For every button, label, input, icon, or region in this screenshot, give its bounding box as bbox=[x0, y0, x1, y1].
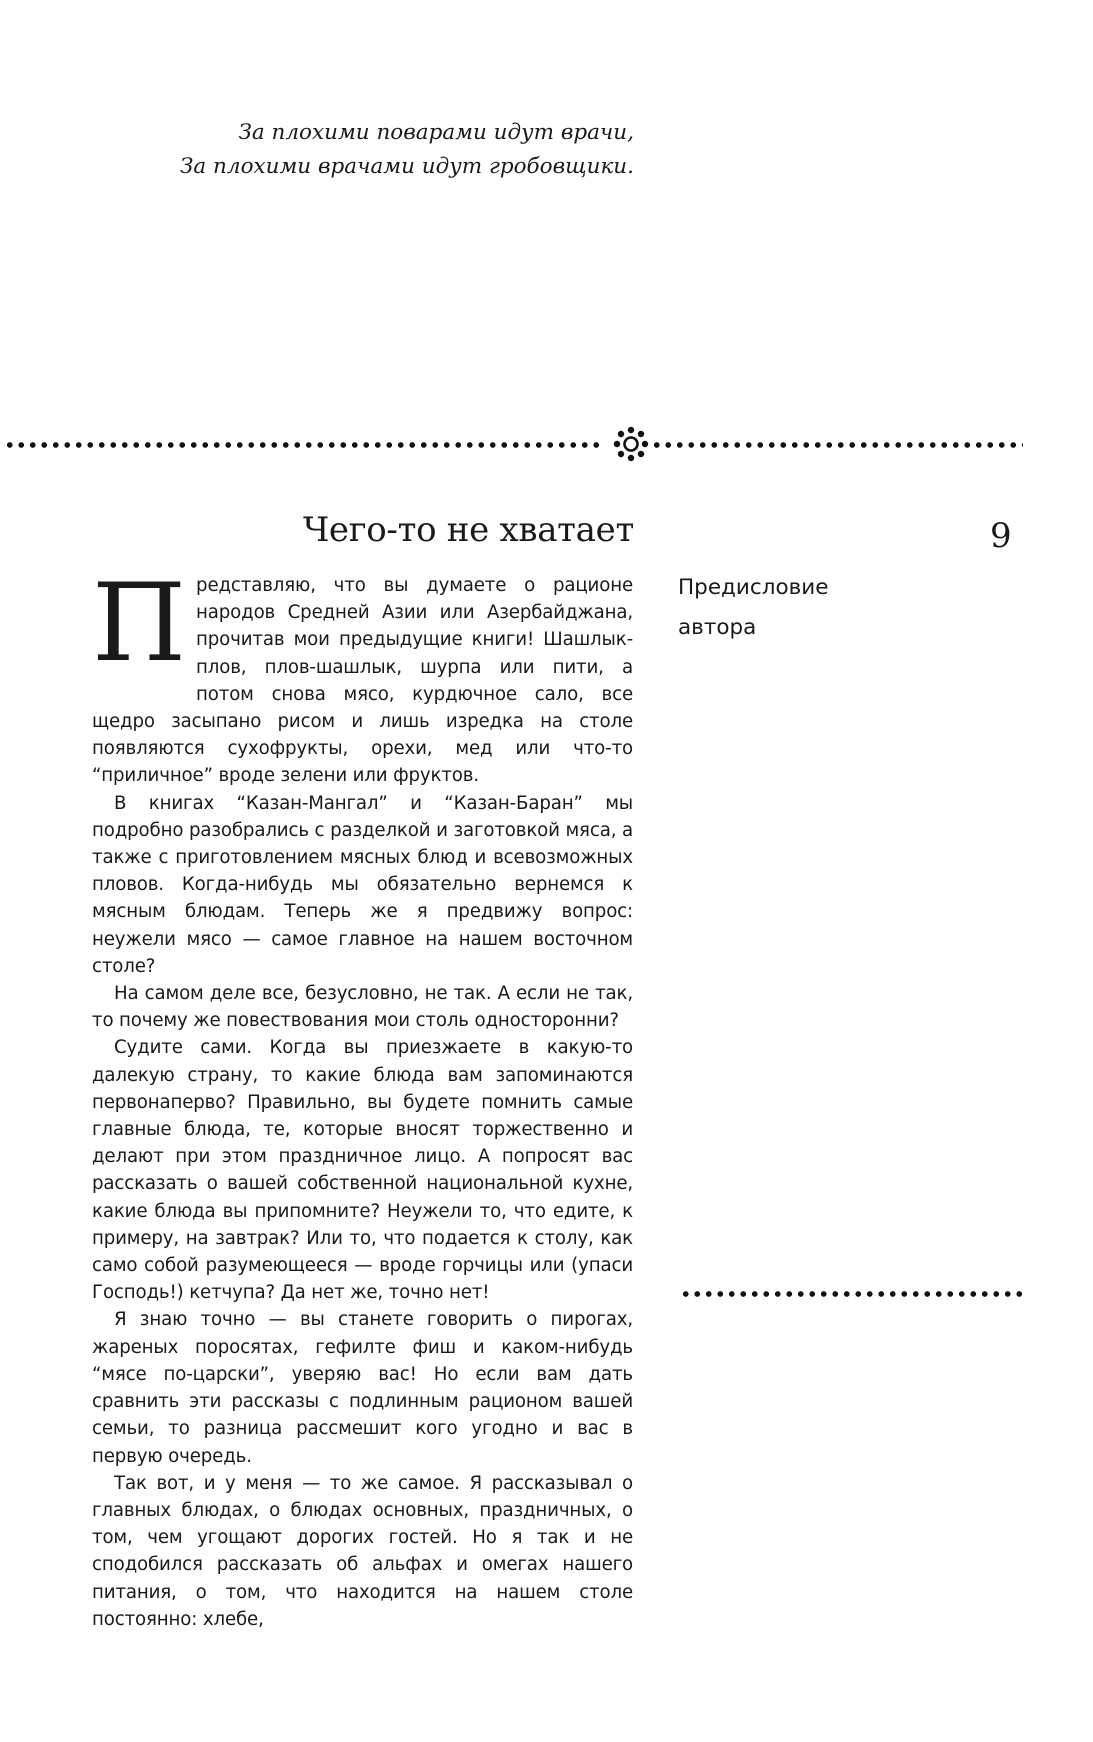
section-label-line-2: автора bbox=[678, 615, 757, 640]
epigraph-line-1: За плохими поварами идут врачи, bbox=[238, 120, 634, 145]
section-label bbox=[678, 568, 928, 648]
paragraph-1 bbox=[92, 561, 633, 790]
section-label-line-1: Предисловие bbox=[678, 575, 829, 600]
dotted-divider-left bbox=[4, 441, 604, 449]
chapter-title: Чего-то не хватает bbox=[302, 510, 634, 550]
epigraph-line-2: За плохими врачами идут гробовщики. bbox=[179, 154, 634, 179]
dotted-divider-side bbox=[680, 1290, 1023, 1298]
page-number: 9 bbox=[990, 516, 1012, 556]
flower-ornament-icon bbox=[609, 422, 653, 466]
drop-cap: П bbox=[92, 561, 187, 686]
paragraph-1-text: редставляю, что вы думаете о рационе народов Средней Азии или Азербайджана, прочитав мои предыдущие книги! Шашлык-плов, плов-шашлык, шурпа или пити, а потом снова мясо, курдючное сало, все щедро засыпано рисом и лишь изредка на столе появляются сухофрукты, орехи, мед или что-то “приличное” вроде зелени или фруктов. bbox=[92, 575, 633, 787]
epigraph bbox=[180, 116, 634, 184]
paragraph-2: В книгах “Казан-Мангал” и “Казан-Баран” мы подробно разобрались с разделкой и заготовкой мяса, а также с приготовлением мясных блюд и всевозможных пловов. Когда-нибудь мы обязательно вернемся к мясным блюдам. Теперь же я предвижу вопрос: неужели мясо — самое главное на нашем восточном столе? bbox=[92, 792, 633, 977]
dotted-divider-right bbox=[651, 441, 1023, 449]
paragraph-4: Судите сами. Когда вы приезжаете в какую-то далекую страну, то какие блюда вам запоминаются первонаперво? Правильно, вы будете помнить самые главные блюда, те, которые вносят торжественно и делают при этом праздничное лицо. А попросят вас рассказать о вашей собственной национальной кухне, какие блюда вы припомните? Неужели то, что едите, к примеру, на завтрак? Или то, что подается к столу, как само собой разумеющееся — вроде горчицы или (упаси Господь!) кетчупа? Да нет же, точно нет! bbox=[92, 1037, 633, 1304]
paragraph-6: Так вот, и у меня — то же самое. Я рассказывал о главных блюдах, о блюдах основных, праздничных, о том, чем угощают дорогих гостей. Но я так и не сподобился рассказать об альфах и омегах нашего питания, о том, что находится на нашем столе постоянно: хлебе, bbox=[92, 1472, 633, 1630]
body-text bbox=[92, 561, 633, 1633]
paragraph-5: Я знаю точно — вы станете говорить о пирогах, жареных поросятах, гефилте фиш и каком-нибудь “мясе по-царски”, уверяю вас! Но если вам дать сравнить эти рассказы с подлинным рационом вашей семьи, то разница рассмешит кого угодно и вас в первую очередь. bbox=[92, 1309, 633, 1467]
paragraph-3: На самом деле все, безусловно, не так. А если не так, то почему же повествования мои столь односторонни? bbox=[92, 983, 633, 1032]
